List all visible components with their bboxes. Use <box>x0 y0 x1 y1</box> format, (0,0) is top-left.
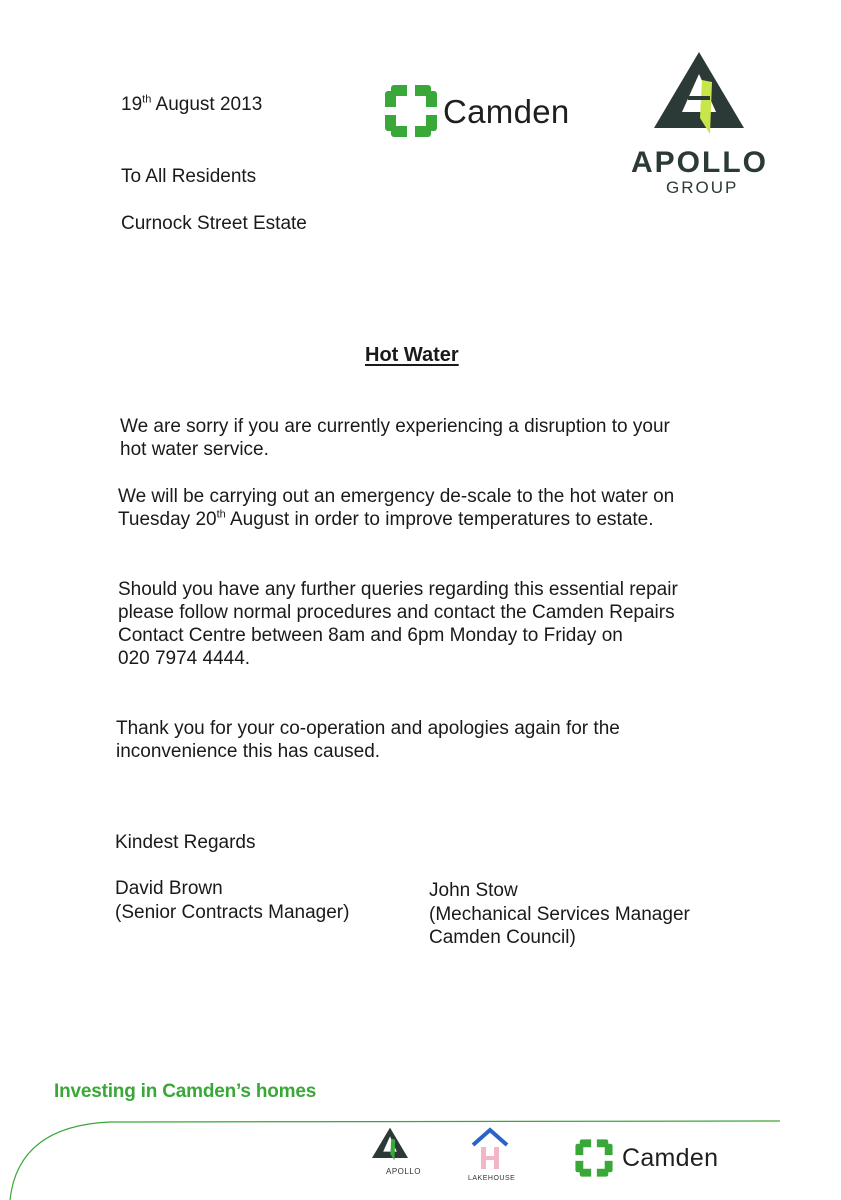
footer-apollo-wordmark: APOLLO <box>386 1167 422 1176</box>
footer-apollo-triangle-icon <box>372 1127 408 1161</box>
camden-logo <box>383 83 593 141</box>
apollo-wordmark: APOLLO <box>631 146 768 179</box>
paragraph-1-line-1: We are sorry if you are currently experiencing a disruption to your <box>120 416 670 437</box>
footer-lakehouse-wordmark: LAKEHOUSE <box>468 1175 516 1182</box>
footer-tagline: Investing in Camden’s homes <box>54 1081 317 1102</box>
paragraph-3-line-4: 020 7974 4444. <box>118 648 251 669</box>
lakehouse-house-icon <box>471 1127 509 1171</box>
paragraph-1-line-2: hot water service. <box>120 439 269 460</box>
camden-mark-icon <box>383 83 439 139</box>
letter-date: 19th August 2013 <box>121 93 263 115</box>
signatory-2-name: John Stow <box>429 880 518 901</box>
signatory-2-title-line-2: Camden Council) <box>429 927 576 948</box>
apollo-group-logo <box>628 52 776 200</box>
camden-wordmark: Camden <box>443 93 570 130</box>
footer-apollo-logo <box>368 1127 432 1187</box>
paragraph-3-line-3: Contact Centre between 8am and 6pm Monday to Friday on <box>118 625 623 646</box>
recipient-line: To All Residents <box>121 166 257 187</box>
apollo-triangle-icon <box>654 52 744 134</box>
footer-lakehouse-logo <box>465 1127 525 1187</box>
signatory-1-name: David Brown <box>115 878 223 899</box>
footer-camden-mark-icon <box>572 1138 616 1178</box>
paragraph-2-line-1: We will be carrying out an emergency de-scale to the hot water on <box>118 486 675 507</box>
apollo-group-wordmark: GROUP <box>666 178 739 197</box>
signatory-1-title: (Senior Contracts Manager) <box>115 902 350 923</box>
paragraph-3-line-1: Should you have any further queries regarding this essential repair <box>118 579 678 600</box>
paragraph-4-line-2: inconvenience this has caused. <box>116 741 381 762</box>
letter-heading: Hot Water <box>365 344 459 366</box>
signatory-2-title-line-1: (Mechanical Services Manager <box>429 904 690 925</box>
closing: Kindest Regards <box>115 832 256 853</box>
footer-camden-logo <box>572 1138 747 1180</box>
footer-camden-wordmark: Camden <box>622 1144 719 1172</box>
paragraph-3-line-2: please follow normal procedures and contact the Camden Repairs <box>118 602 675 623</box>
paragraph-4-line-1: Thank you for your co-operation and apologies again for the <box>116 718 620 739</box>
paragraph-2-line-2: Tuesday 20th August in order to improve temperatures to estate. <box>118 508 654 530</box>
recipient-estate: Curnock Street Estate <box>121 213 307 234</box>
